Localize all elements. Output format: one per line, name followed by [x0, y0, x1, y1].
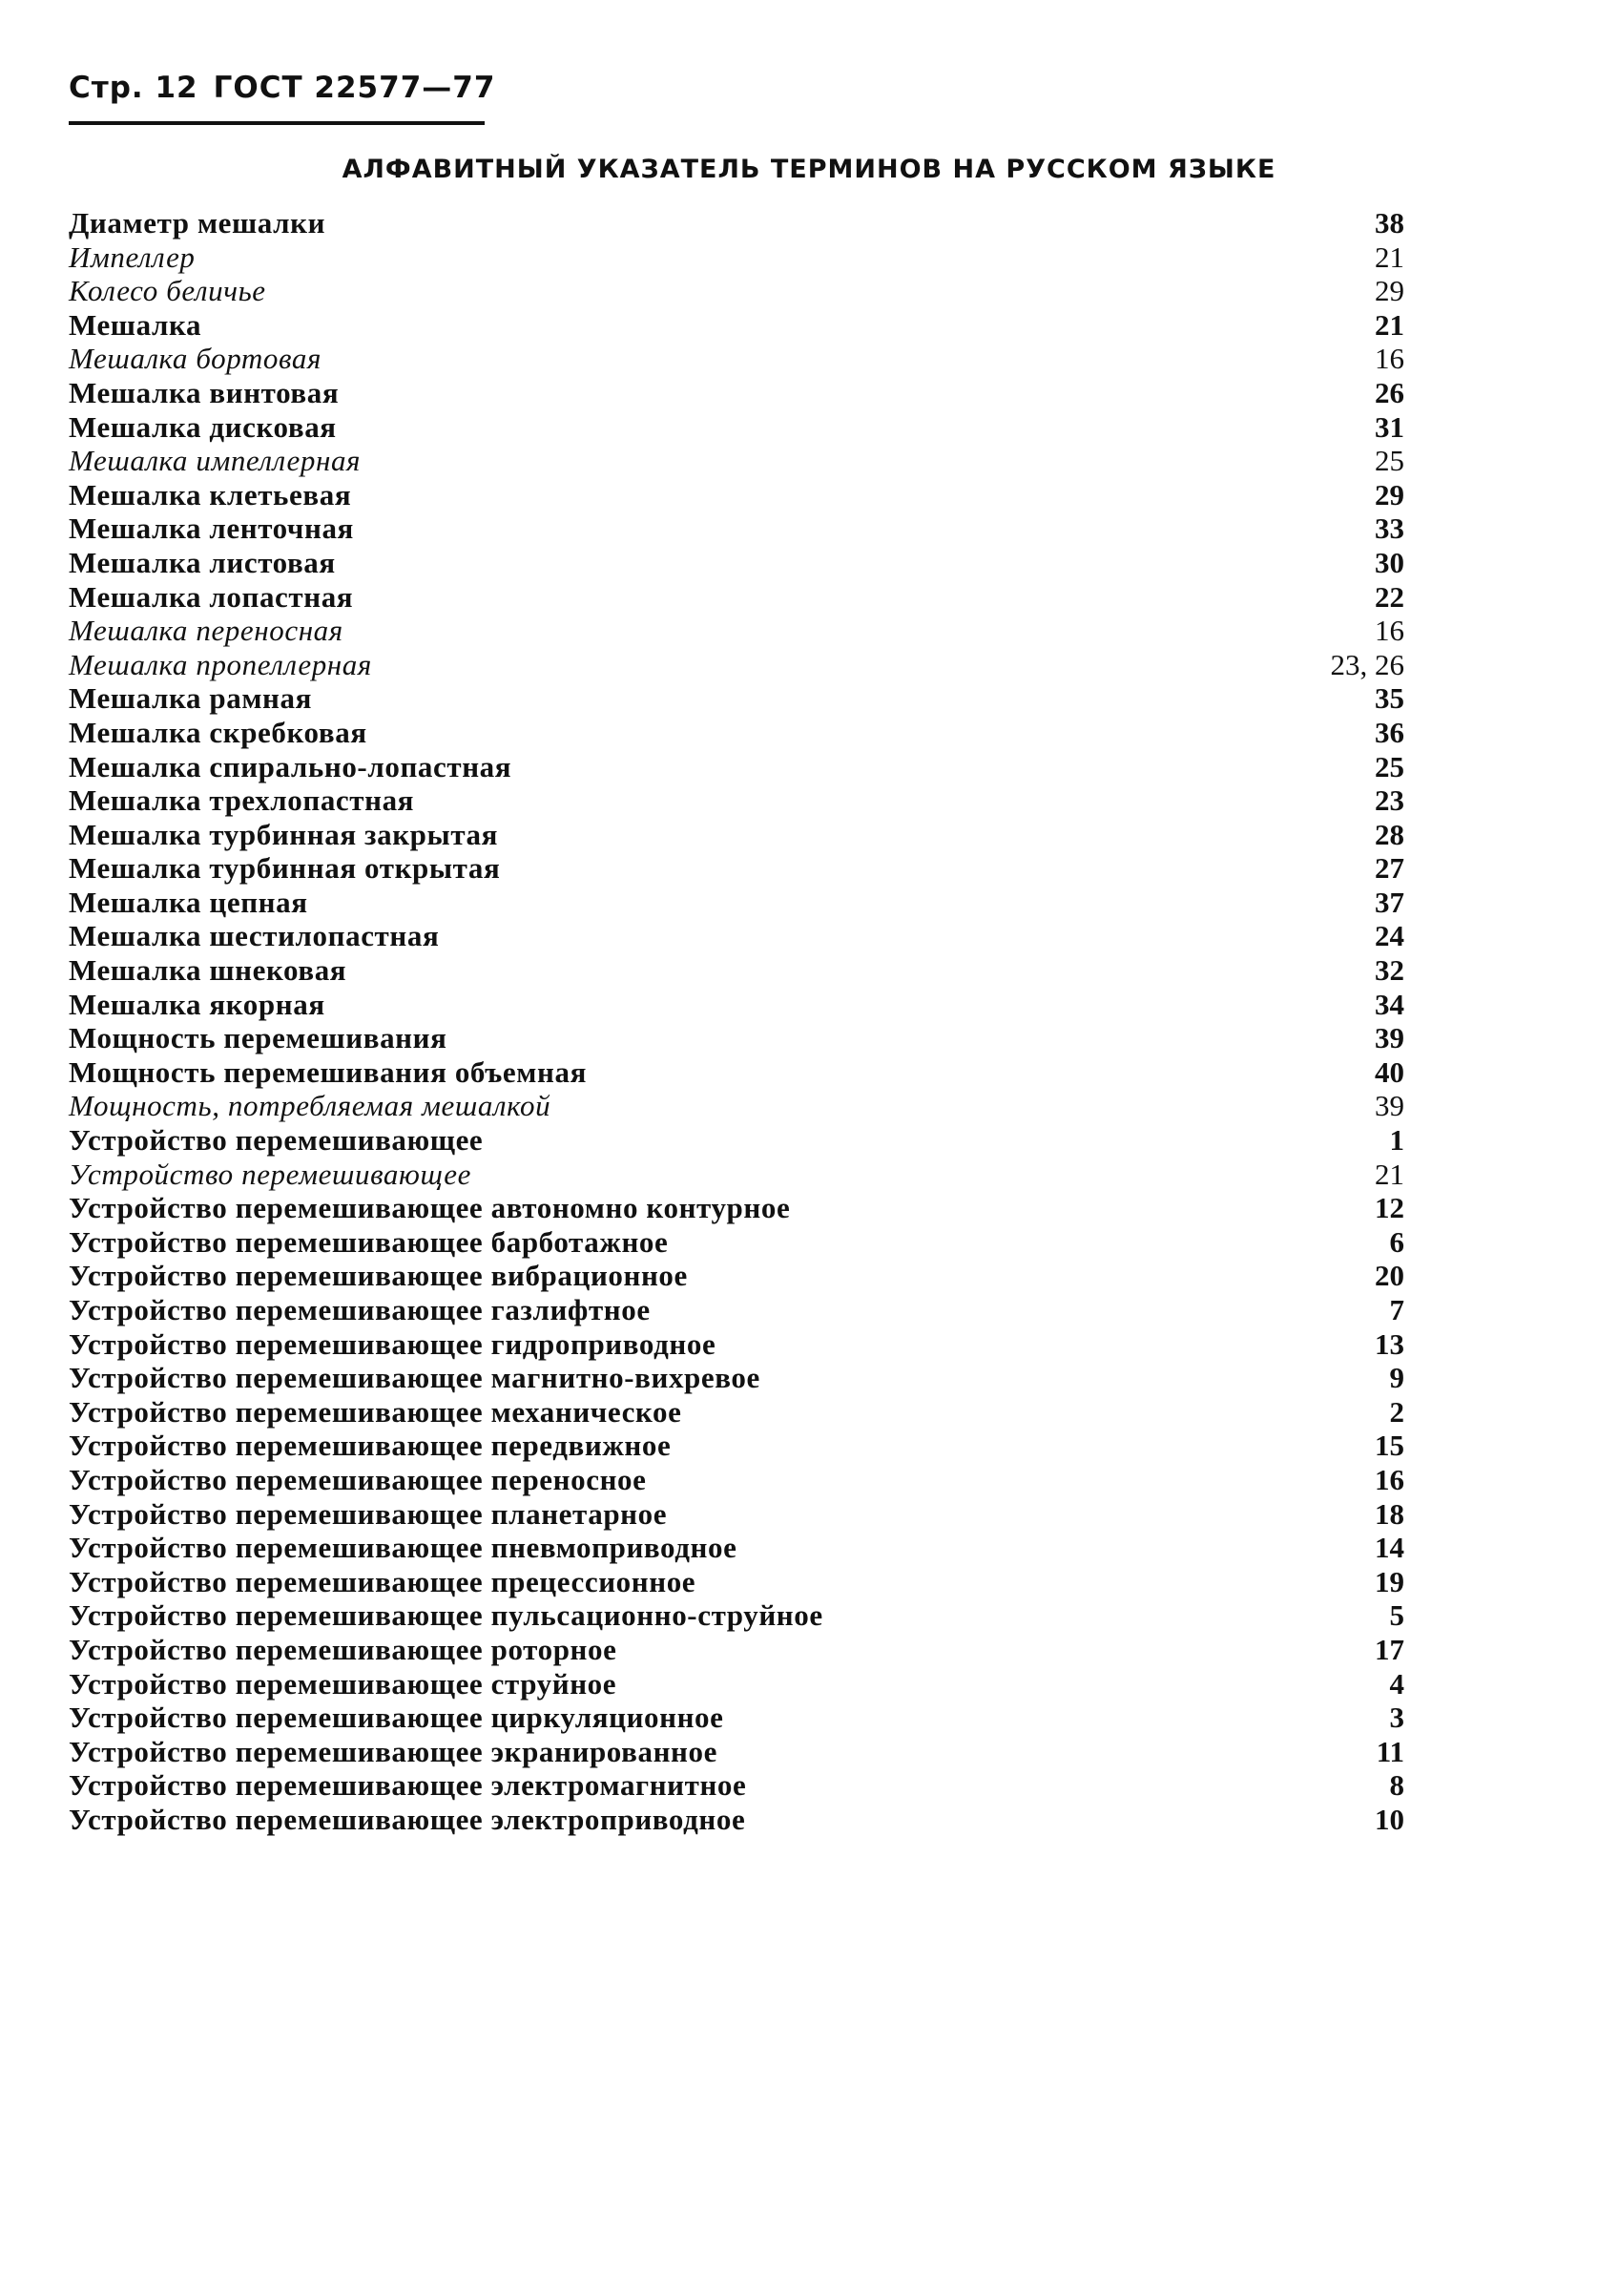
- index-reference-number: 31: [1375, 409, 1404, 444]
- index-term: Мешалка шнековая: [69, 953, 347, 988]
- index-reference-number: 6: [1389, 1224, 1404, 1259]
- index-reference-number: 13: [1375, 1326, 1404, 1361]
- index-reference-number: 21: [1375, 240, 1404, 274]
- term-index-list: [69, 206, 1404, 1837]
- index-term: Устройство перемешивающее автономно контурное: [69, 1191, 791, 1225]
- index-entry: [69, 614, 1404, 648]
- index-reference-number: 21: [1375, 307, 1404, 342]
- index-entry: [69, 410, 1404, 445]
- index-term: Мешалка спирально-лопастная: [69, 749, 512, 783]
- index-entry: [69, 546, 1404, 580]
- index-term: Мощность перемешивания: [69, 1021, 447, 1055]
- index-entry: [69, 953, 1404, 988]
- index-reference-number: 7: [1389, 1293, 1404, 1326]
- index-reference-number: 16: [1375, 1462, 1404, 1496]
- index-term: Устройство перемешивающее передвижное: [69, 1429, 672, 1463]
- index-reference-number: 28: [1375, 817, 1404, 851]
- index-entry: [69, 1803, 1404, 1837]
- index-term: Устройство перемешивающее механическое: [69, 1394, 682, 1429]
- index-entry: [69, 1225, 1404, 1260]
- index-reference-number: 21: [1375, 1157, 1404, 1191]
- index-reference-number: 17: [1375, 1632, 1404, 1666]
- index-term: Мешалка рамная: [69, 681, 312, 716]
- index-entry: [69, 1055, 1404, 1090]
- index-reference-number: 36: [1375, 715, 1404, 749]
- index-reference-number: 3: [1389, 1701, 1404, 1735]
- index-entry: [69, 1021, 1404, 1055]
- index-term: Устройство перемешивающее переносное: [69, 1462, 647, 1496]
- index-entry: [69, 886, 1404, 920]
- index-reference-number: 40: [1375, 1054, 1404, 1089]
- index-entry: [69, 1735, 1404, 1769]
- index-reference-number: 15: [1375, 1429, 1404, 1463]
- index-reference-number: 39: [1375, 1021, 1404, 1055]
- index-term: Устройство перемешивающее электроприводное: [69, 1802, 746, 1836]
- index-reference-number: 11: [1376, 1734, 1404, 1768]
- index-term: Мешалка пропеллерная: [69, 647, 372, 681]
- index-entry: [69, 580, 1404, 615]
- index-term: Устройство перемешивающее циркуляционное: [69, 1701, 724, 1735]
- index-entry: [69, 1598, 1404, 1633]
- index-reference-number: 4: [1389, 1666, 1404, 1701]
- standard-designation: ГОСТ 22577—77: [213, 71, 496, 105]
- index-entry: [69, 1531, 1404, 1565]
- index-term: Мешалка якорная: [69, 987, 325, 1021]
- index-term: Мощность перемешивания объемная: [69, 1054, 587, 1089]
- index-term: Устройство перемешивающее: [69, 1123, 484, 1158]
- index-entry: [69, 376, 1404, 410]
- index-reference-number: 24: [1375, 919, 1404, 953]
- index-reference-number: 2: [1389, 1394, 1404, 1429]
- index-entry: [69, 1701, 1404, 1735]
- index-term: Мешалка шестилопастная: [69, 919, 440, 953]
- index-reference-number: 29: [1375, 274, 1404, 308]
- index-reference-number: 29: [1375, 477, 1404, 511]
- index-reference-number: 9: [1389, 1361, 1404, 1395]
- index-entry: [69, 511, 1404, 546]
- index-entry: [69, 1089, 1404, 1123]
- index-reference-number: 26: [1375, 375, 1404, 409]
- index-reference-number: 34: [1375, 987, 1404, 1021]
- index-entry: [69, 1463, 1404, 1497]
- index-reference-number: 39: [1375, 1089, 1404, 1123]
- index-entry: [69, 988, 1404, 1022]
- index-term: Устройство перемешивающее роторное: [69, 1632, 617, 1666]
- index-term: Мешалка: [69, 307, 202, 342]
- index-term: Мешалка лопастная: [69, 579, 354, 614]
- index-term: Устройство перемешивающее струйное: [69, 1666, 617, 1701]
- index-term: Колесо беличье: [69, 274, 266, 308]
- index-reference-number: 1: [1389, 1123, 1404, 1158]
- index-reference-number: 8: [1389, 1768, 1404, 1803]
- index-term: Мешалка турбинная открытая: [69, 851, 501, 886]
- index-term: Устройство перемешивающее планетарное: [69, 1496, 668, 1531]
- index-term: Устройство перемешивающее гидроприводное: [69, 1326, 716, 1361]
- index-entry: [69, 444, 1404, 478]
- index-entry: [69, 1327, 1404, 1362]
- index-reference-number: 5: [1389, 1598, 1404, 1633]
- index-term: Мешалка скребковая: [69, 715, 367, 749]
- index-entry: [69, 1158, 1404, 1192]
- index-term: Устройство перемешивающее магнитно-вихревое: [69, 1361, 760, 1395]
- index-term: Устройство перемешивающее экранированное: [69, 1734, 717, 1768]
- index-term: Мешалка винтовая: [69, 375, 340, 409]
- index-reference-number: 14: [1375, 1531, 1404, 1565]
- index-term: Мешалка турбинная закрытая: [69, 817, 498, 851]
- index-term: Устройство перемешивающее барботажное: [69, 1224, 669, 1259]
- index-reference-number: 19: [1375, 1564, 1404, 1598]
- index-term: Мешалка цепная: [69, 885, 308, 919]
- index-reference-number: 23: [1375, 783, 1404, 818]
- index-term: Мешалка трехлопастная: [69, 783, 415, 818]
- index-entry: [69, 1429, 1404, 1463]
- index-reference-number: 16: [1375, 342, 1404, 376]
- index-reference-number: 12: [1375, 1191, 1404, 1225]
- index-reference-number: 16: [1375, 614, 1404, 648]
- index-reference-number: 32: [1375, 953, 1404, 988]
- index-entry: [69, 206, 1404, 240]
- index-entry: [69, 1633, 1404, 1667]
- index-entry: [69, 1497, 1404, 1532]
- index-reference-number: 10: [1375, 1802, 1404, 1836]
- index-reference-number: 30: [1375, 545, 1404, 579]
- index-entry: [69, 1259, 1404, 1293]
- index-term: Мешалка дисковая: [69, 409, 337, 444]
- index-term: Мешалка переносная: [69, 614, 343, 648]
- index-entry: [69, 1565, 1404, 1599]
- index-term: Устройство перемешивающее газлифтное: [69, 1293, 651, 1326]
- index-term: Мощность, потребляемая мешалкой: [69, 1089, 551, 1123]
- index-term: Устройство перемешивающее пульсационно-струйное: [69, 1598, 823, 1633]
- index-entry: [69, 783, 1404, 818]
- index-title: АЛФАВИТНЫЙ УКАЗАТЕЛЬ ТЕРМИНОВ НА РУССКОМ ЯЗЫКЕ: [342, 155, 1276, 184]
- index-reference-number: 22: [1375, 579, 1404, 614]
- page-number: Стр. 12: [69, 71, 198, 105]
- index-reference-number: 27: [1375, 851, 1404, 886]
- index-term: Устройство перемешивающее пневмоприводное: [69, 1531, 737, 1565]
- index-entry: [69, 1667, 1404, 1701]
- index-reference-number: 23, 26: [1330, 647, 1404, 681]
- index-term: Мешалка клетьевая: [69, 477, 352, 511]
- index-entry: [69, 1293, 1404, 1327]
- index-reference-number: 35: [1375, 681, 1404, 716]
- index-entry: [69, 1123, 1404, 1158]
- index-entry: [69, 240, 1404, 275]
- index-term: Мешалка ленточная: [69, 511, 354, 546]
- index-reference-number: 25: [1375, 749, 1404, 783]
- index-reference-number: 20: [1375, 1259, 1404, 1293]
- index-reference-number: 25: [1375, 444, 1404, 478]
- index-term: Импеллер: [69, 240, 196, 274]
- index-entry: [69, 478, 1404, 512]
- index-term: Диаметр мешалки: [69, 206, 326, 240]
- index-term: Мешалка импеллерная: [69, 444, 362, 478]
- index-entry: [69, 851, 1404, 886]
- index-entry: [69, 716, 1404, 750]
- index-entry: [69, 1361, 1404, 1395]
- index-term: Устройство перемешивающее прецессионное: [69, 1564, 696, 1598]
- index-reference-number: 18: [1375, 1496, 1404, 1531]
- index-term: Мешалка бортовая: [69, 342, 322, 376]
- running-header: [69, 69, 510, 107]
- index-entry: [69, 750, 1404, 784]
- index-entry: [69, 919, 1404, 953]
- index-entry: [69, 1191, 1404, 1225]
- index-entry: [69, 648, 1404, 682]
- index-reference-number: 37: [1375, 885, 1404, 919]
- index-term: Мешалка листовая: [69, 545, 336, 579]
- index-entry: [69, 818, 1404, 852]
- index-entry: [69, 308, 1404, 343]
- index-entry: [69, 681, 1404, 716]
- index-reference-number: 33: [1375, 511, 1404, 546]
- index-term: Устройство перемешивающее: [69, 1157, 471, 1191]
- index-reference-number: 38: [1375, 206, 1404, 240]
- header-rule: [69, 121, 485, 125]
- index-entry: [69, 274, 1404, 308]
- index-entry: [69, 1768, 1404, 1803]
- index-term: Устройство перемешивающее электромагнитное: [69, 1768, 747, 1803]
- index-term: Устройство перемешивающее вибрационное: [69, 1259, 688, 1293]
- index-entry: [69, 1395, 1404, 1430]
- index-entry: [69, 342, 1404, 376]
